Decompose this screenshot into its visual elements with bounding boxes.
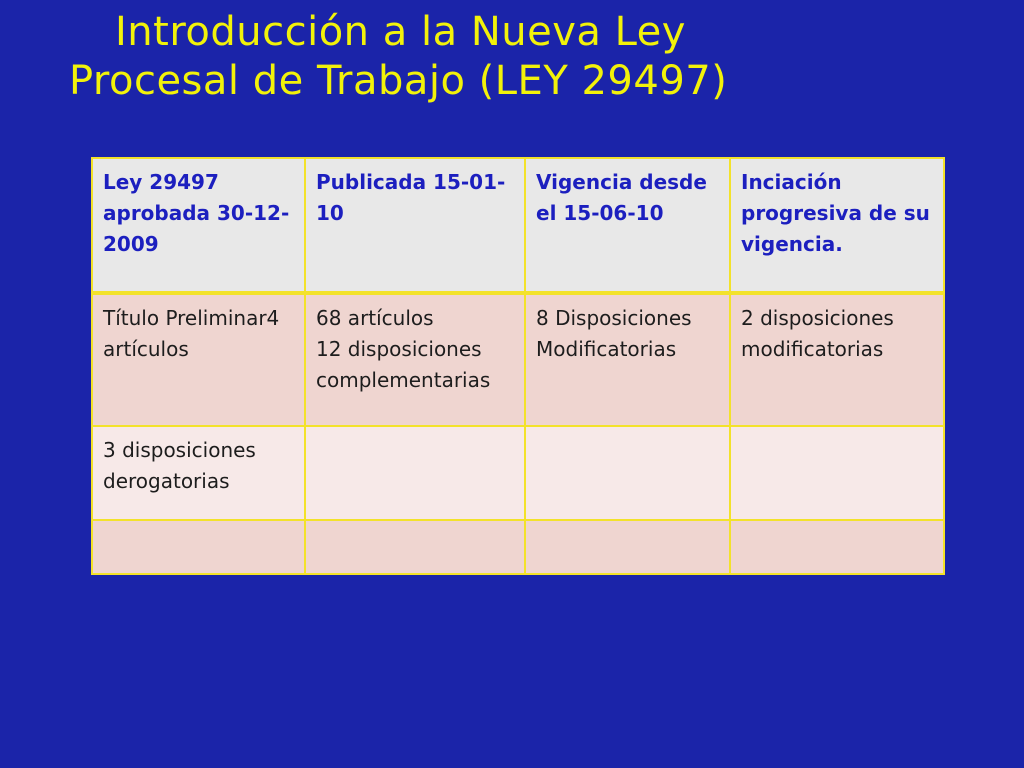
title-line-2: Procesal de Trabajo (LEY 29497) — [69, 58, 728, 104]
table-cell: 2 disposiciones modificatorias — [730, 293, 944, 426]
table-cell — [730, 520, 944, 574]
table-cell: Título Preliminar4 artículos — [92, 293, 305, 426]
table-row — [92, 293, 944, 426]
table-row — [92, 426, 944, 520]
table-cell — [525, 426, 730, 520]
slide-title — [60, 8, 960, 106]
table-cell: 3 disposiciones derogatorias — [92, 426, 305, 520]
header-cell-effective: Vigencia desde el 15-06-10 — [525, 158, 730, 293]
table-cell — [92, 520, 305, 574]
header-cell-approved: Ley 29497 aprobada 30-12-2009 — [92, 158, 305, 293]
header-cell-published: Publicada 15-01-10 — [305, 158, 525, 293]
cell-line: 12 disposiciones complementarias — [316, 337, 491, 392]
table-cell — [305, 293, 525, 426]
title-line-1: Introducción a la Nueva Ley — [115, 9, 686, 55]
table-cell — [305, 520, 525, 574]
table-header-row — [92, 158, 944, 293]
table-cell: 8 Disposiciones Modificatorias — [525, 293, 730, 426]
law-summary-table — [91, 157, 945, 575]
table-cell — [305, 426, 525, 520]
table-row — [92, 520, 944, 574]
header-cell-progressive: Inciación progresiva de su vigencia. — [730, 158, 944, 293]
cell-line: 68 artículos — [316, 306, 434, 330]
table-cell — [730, 426, 944, 520]
table-cell — [525, 520, 730, 574]
